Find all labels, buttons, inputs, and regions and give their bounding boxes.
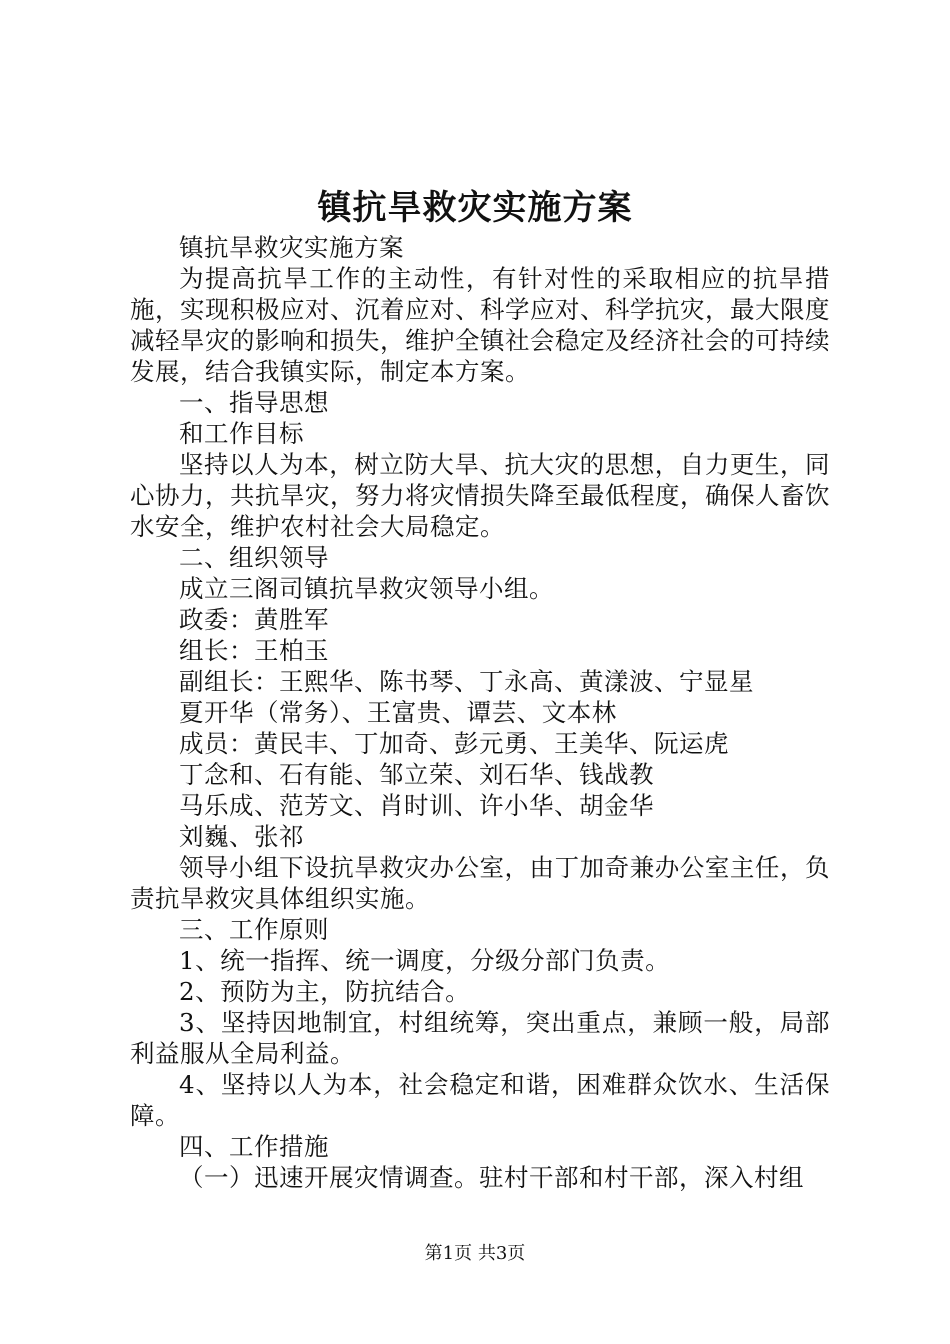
paragraph: 刘巍、张祁 <box>179 822 304 851</box>
paragraph: 副组长：王熙华、陈书琴、丁永高、黄漾波、宁显星 <box>179 667 754 696</box>
paragraph: 丁念和、石有能、邹立荣、刘石华、钱战教 <box>179 760 654 789</box>
paragraph: 为提高抗旱工作的主动性，有针对性的采取相应的抗旱措施，实现积极应对、沉着应对、科学应对、科学抗灾，最大限度减轻旱灾的影响和损失，维护全镇社会稳定及经济社会的可持续发展，结合我镇实际，制定本方案。 <box>130 264 830 386</box>
paragraph: 政委：黄胜军 <box>179 605 329 634</box>
paragraph: 坚持以人为本，树立防大旱、抗大灾的思想，自力更生，同心协力，共抗旱灾，努力将灾情损失降至最低程度，确保人畜饮水安全，维护农村社会大局稳定。 <box>130 450 830 541</box>
paragraph: （一）迅速开展灾情调查。驻村干部和村干部，深入村组 <box>179 1163 804 1192</box>
paragraph: 马乐成、范芳文、肖时训、许小华、胡金华 <box>179 791 654 820</box>
paragraph: 3、坚持因地制宜，村组统筹，突出重点，兼顾一般，局部利益服从全局利益。 <box>130 1008 830 1068</box>
section-heading: 二、组织领导 <box>179 543 329 572</box>
paragraph: 2、预防为主，防抗结合。 <box>179 977 471 1006</box>
paragraph: 领导小组下设抗旱救灾办公室，由丁加奇兼办公室主任，负责抗旱救灾具体组织实施。 <box>130 853 830 913</box>
paragraph: 夏开华（常务）、王富贵、谭芸、文本林 <box>179 698 617 727</box>
paragraph: 成立三阁司镇抗旱救灾领导小组。 <box>179 574 554 603</box>
section-heading: 三、工作原则 <box>179 915 329 944</box>
document-body <box>130 232 830 1193</box>
paragraph: 1、统一指挥、统一调度，分级分部门负责。 <box>179 946 671 975</box>
paragraph: 4、坚持以人为本，社会稳定和谐，困难群众饮水、生活保障。 <box>130 1070 830 1130</box>
paragraph: 成员：黄民丰、丁加奇、彭元勇、王美华、阮运虎 <box>179 729 729 758</box>
paragraph: 和工作目标 <box>179 419 304 448</box>
section-heading: 四、工作措施 <box>179 1132 329 1161</box>
section-heading: 一、指导思想 <box>179 388 329 417</box>
paragraph: 镇抗旱救灾实施方案 <box>179 233 404 262</box>
paragraph: 组长：王柏玉 <box>179 636 329 665</box>
document-title: 镇抗旱救灾实施方案 <box>317 188 633 228</box>
page-footer: 第1页 共3页 <box>424 1243 526 1264</box>
